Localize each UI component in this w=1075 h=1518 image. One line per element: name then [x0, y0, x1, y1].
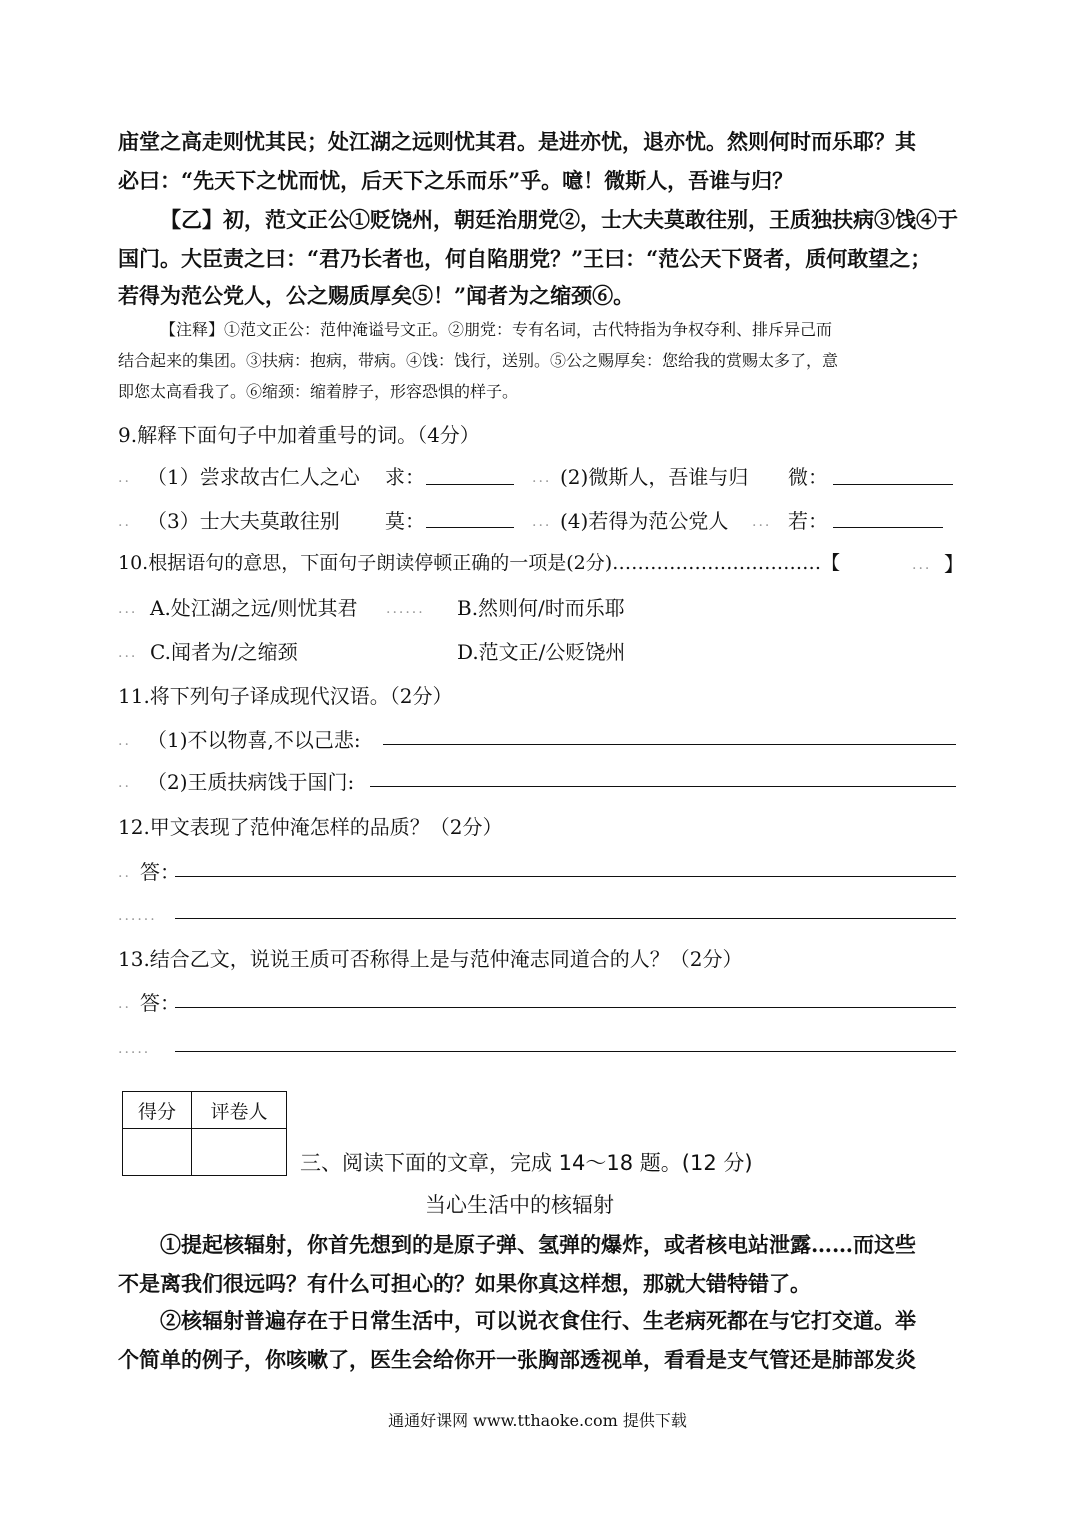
- notes-line-1: 【注释】①范文正公：范仲淹谥号文正。②朋党：专有名词，古代特指为争权夺利、排斥异己而: [160, 320, 833, 339]
- q9-label-1: 求：: [385, 465, 425, 489]
- q10-option-c: C.闻者为/之缩颈: [150, 640, 298, 664]
- passage-jia-line-2: 必曰：“先天下之忧而忧，后天下之乐而乐”乎。噫！微斯人，吾谁与归？: [118, 168, 794, 193]
- q11-answer-line-2[interactable]: [370, 786, 956, 787]
- dot-leader: ...: [118, 601, 138, 617]
- article-title: 当心生活中的核辐射: [425, 1193, 614, 1217]
- q11-title: 11.将下列句子译成现代汉语。（2分）: [118, 684, 453, 708]
- q9-item-2: (2)微斯人，吾谁与归: [560, 465, 749, 489]
- q10-option-d: D.范文正/公贬饶州: [457, 640, 626, 664]
- q12-title: 12.甲文表现了范仲淹怎样的品质？（2分）: [118, 815, 503, 839]
- article-para-2-line-1: ②核辐射普遍存在于日常生活中，可以说衣食住行、生老病死都在与它打交道。举: [160, 1308, 916, 1333]
- score-header: 得分: [123, 1092, 192, 1129]
- dot-leader: ...: [752, 514, 772, 530]
- dot-leader: ..: [118, 775, 131, 791]
- q9-item-4: (4)若得为范公党人: [560, 509, 729, 533]
- q9-label-2: 微：: [788, 465, 828, 489]
- dot-leader: ..: [118, 733, 131, 749]
- q9-item-1: （1）尝求故古仁人之心: [147, 465, 360, 489]
- dot-leader: ..: [118, 865, 131, 881]
- article-para-2-line-2: 个简单的例子，你咳嗽了，医生会给你开一张胸部透视单，看看是支气管还是肺部发炎: [118, 1347, 916, 1372]
- q13-answer-line-2[interactable]: [175, 1051, 956, 1052]
- dot-leader: ..: [118, 514, 131, 530]
- dot-leader: ..: [118, 470, 131, 486]
- q9-title: 9.解释下面句子中加着重号的词。（4分）: [118, 423, 480, 447]
- q13-answer-line-1[interactable]: [175, 1007, 956, 1008]
- grader-cell[interactable]: [192, 1129, 287, 1176]
- dot-leader: ..: [118, 996, 131, 1012]
- dot-leader: ...: [118, 645, 138, 661]
- q9-label-4: 若：: [788, 509, 828, 533]
- dot-leader: ......: [118, 908, 157, 924]
- passage-yi-line-3: 若得为范公党人，公之赐质厚矣⑤！”闻者为之缩颈⑥。: [118, 283, 635, 308]
- q10-option-a: A.处江湖之远/则忧其君: [150, 596, 358, 620]
- q12-answer-line-1[interactable]: [175, 876, 956, 877]
- q11-item-2: （2)王质扶病饯于国门:: [147, 770, 355, 794]
- dot-leader: ...: [912, 557, 932, 573]
- article-para-1-line-2: 不是离我们很远吗？有什么可担心的？如果你真这样想，那就大错特错了。: [118, 1271, 811, 1296]
- section-3-heading: 三、阅读下面的文章，完成 14～18 题。(12 分): [300, 1151, 753, 1175]
- q9-answer-line-4[interactable]: [833, 527, 943, 528]
- q9-item-3: （3）士大夫莫敢往别: [147, 509, 340, 533]
- dot-leader: ...: [532, 470, 552, 486]
- q9-answer-line-2[interactable]: [833, 484, 953, 485]
- dot-leader: .....: [118, 1041, 151, 1057]
- q13-title: 13.结合乙文，说说王质可否称得上是与范仲淹志同道合的人？（2分）: [118, 947, 743, 971]
- notes-line-2: 结合起来的集团。③扶病：抱病，带病。④饯：饯行，送别。⑤公之赐厚矣：您给我的赏赐太多了，意: [118, 351, 839, 370]
- q9-answer-line-1[interactable]: [426, 484, 514, 485]
- q9-label-3: 莫：: [385, 509, 425, 533]
- passage-jia-line-1: 庙堂之高走则忧其民；处江湖之远则忧其君。是进亦忧，退亦忧。然则何时而乐耶？其: [118, 129, 916, 154]
- notes-line-3: 即您太高看我了。⑥缩颈：缩着脖子，形容恐惧的样子。: [118, 382, 519, 401]
- q11-answer-line-1[interactable]: [383, 744, 956, 745]
- q12-answer-line-2[interactable]: [175, 918, 956, 919]
- q13-answer-label: 答：: [140, 991, 180, 1015]
- passage-yi-line-1: 【乙】初，范文正公①贬饶州，朝廷治朋党②，士大夫莫敢往别，王质独扶病③饯④于: [160, 207, 958, 232]
- score-table: [122, 1091, 287, 1176]
- dot-leader: ...: [532, 514, 552, 530]
- q10-option-b: B.然则何/时而乐耶: [457, 596, 625, 620]
- score-cell[interactable]: [123, 1129, 192, 1176]
- grader-header: 评卷人: [192, 1092, 287, 1129]
- page-footer: 通通好课网 www.tthaoke.com 提供下载: [388, 1411, 687, 1430]
- q12-answer-label: 答：: [140, 860, 180, 884]
- passage-yi-line-2: 国门。大臣责之曰：“君乃长者也，何自陷朋党？”王曰：“范公天下贤者，质何敢望之；: [118, 246, 932, 271]
- article-para-1-line-1: ①提起核辐射，你首先想到的是原子弹、氢弹的爆炸，或者核电站泄露……而这些: [160, 1232, 916, 1257]
- q11-item-1: （1)不以物喜,不以己悲:: [147, 728, 361, 752]
- dot-leader: ......: [386, 601, 425, 617]
- q10-title: 10.根据语句的意思，下面句子朗读停顿正确的一项是(2分)……………………………【: [118, 552, 841, 574]
- q9-answer-line-3[interactable]: [426, 527, 514, 528]
- q10-bracket-close: 】: [944, 552, 964, 576]
